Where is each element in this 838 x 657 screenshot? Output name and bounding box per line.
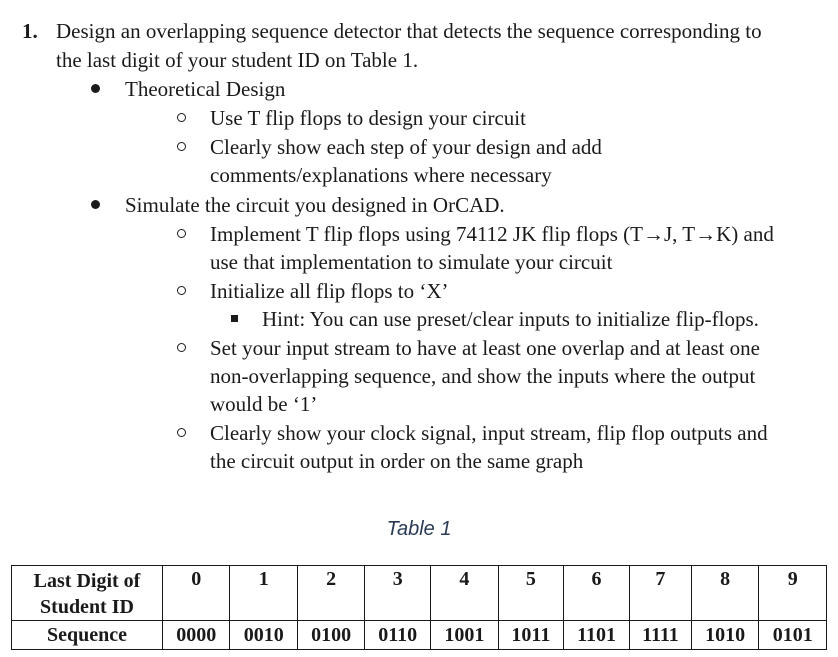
- digit-cell: 6: [564, 566, 630, 621]
- list-item-continued: the circuit output in order on the same graph: [210, 449, 584, 473]
- intro-text-line-2: the last digit of your student ID on Table 1.: [56, 48, 419, 72]
- header-sequence: Sequence: [12, 621, 163, 650]
- list-item-continued: comments/explanations where necessary: [210, 163, 552, 187]
- list-item: Clearly show each step of your design and add: [210, 135, 602, 159]
- bullet-disc-icon: [91, 200, 100, 209]
- table-caption: Table 1: [386, 518, 452, 540]
- intro-text-line-1: Design an overlapping sequence detector that detects the sequence corresponding to: [56, 19, 762, 43]
- sequence-cell: 0101: [759, 621, 827, 650]
- circle-bullet-icon: [177, 142, 186, 151]
- circle-bullet-icon: [177, 113, 186, 122]
- digit-cell: 0: [163, 566, 230, 621]
- digit-cell: 2: [297, 566, 364, 621]
- header-line: Student ID: [40, 596, 134, 618]
- digit-cell: 9: [759, 566, 827, 621]
- sequence-cell: 1111: [629, 621, 691, 650]
- sequence-cell: 0100: [297, 621, 364, 650]
- table-row: [12, 621, 827, 650]
- circle-bullet-icon: [177, 229, 186, 238]
- digit-cell: 3: [365, 566, 431, 621]
- sequence-cell: 1101: [564, 621, 630, 650]
- sequence-cell: 0010: [230, 621, 297, 650]
- header-last-digit: [12, 566, 163, 621]
- digit-cell: 4: [431, 566, 498, 621]
- section-title-theoretical: Theoretical Design: [125, 77, 286, 101]
- digit-cell: 8: [691, 566, 758, 621]
- bullet-disc-icon: [91, 84, 100, 93]
- section-title-simulate: Simulate the circuit you designed in OrCAD.: [125, 193, 505, 217]
- list-item: Initialize all flip flops to ‘X’: [210, 279, 449, 303]
- circle-bullet-icon: [177, 286, 186, 295]
- sequence-cell: 0110: [365, 621, 431, 650]
- digit-cell: 7: [629, 566, 691, 621]
- header-line: Last Digit of: [33, 570, 141, 592]
- list-item-continued: use that implementation to simulate your circuit: [210, 250, 613, 274]
- square-bullet-icon: [231, 315, 238, 322]
- list-item: Clearly show your clock signal, input stream, flip flop outputs and: [210, 421, 768, 445]
- sequence-cell: 1011: [498, 621, 564, 650]
- sequence-table: [11, 565, 827, 650]
- list-item: Use T flip flops to design your circuit: [210, 106, 526, 130]
- table-row: [12, 566, 827, 621]
- list-item: Set your input stream to have at least one overlap and at least one: [210, 336, 760, 360]
- digit-cell: 1: [230, 566, 297, 621]
- sequence-cell: 1010: [691, 621, 758, 650]
- circle-bullet-icon: [177, 343, 186, 352]
- sequence-cell: 1001: [431, 621, 498, 650]
- list-item: Implement T flip flops using 74112 JK flip flops (T→J, T→K) and: [210, 222, 774, 246]
- question-number: 1.: [22, 19, 38, 43]
- list-item-continued: non-overlapping sequence, and show the inputs where the output: [210, 364, 756, 388]
- hint-text: Hint: You can use preset/clear inputs to initialize flip-flops.: [262, 307, 759, 331]
- list-item-continued: would be ‘1’: [210, 392, 318, 416]
- sequence-cell: 0000: [163, 621, 230, 650]
- digit-cell: 5: [498, 566, 564, 621]
- circle-bullet-icon: [177, 428, 186, 437]
